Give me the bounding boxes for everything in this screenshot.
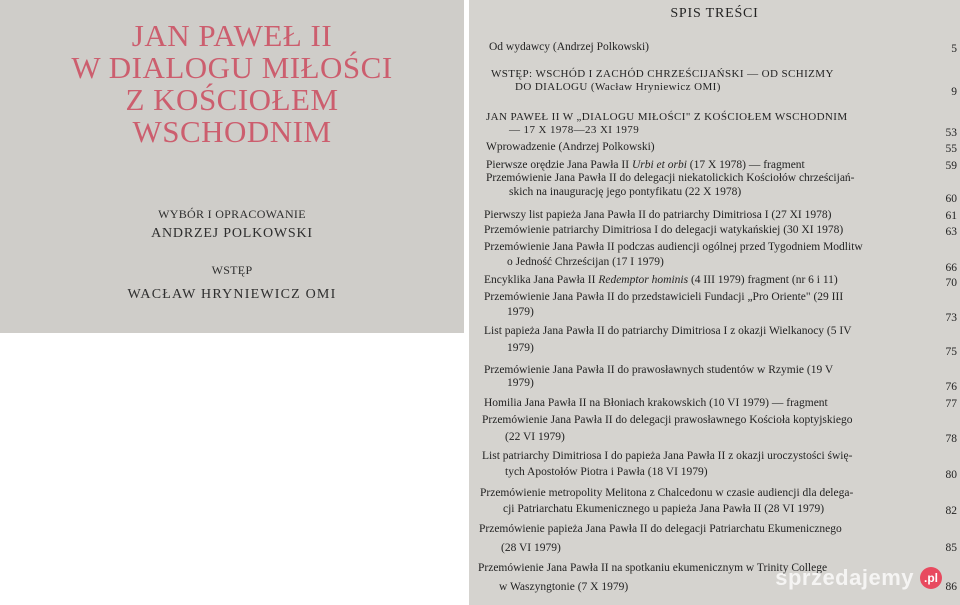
toc-entry-text: Encyklika Jana Pawła II [484, 274, 599, 286]
toc-entry-page: 70 [945, 277, 957, 289]
toc-entry-title-cont: tych Apostołów Piotra i Pawła (18 VI 1979) [505, 466, 708, 478]
toc-entry-title-cont: (28 VI 1979) [501, 542, 561, 554]
toc-entry-title: JAN PAWEŁ II W „DIALOGU MIŁOŚCI" Z KOŚCIOŁEM WSCHODNIM [486, 111, 848, 123]
watermark-text: sprzedajemy [775, 565, 914, 590]
toc-entry-title-cont: 1979) [507, 342, 534, 354]
toc-entry-title-cont: 1979) [507, 377, 534, 389]
toc-entry-title: Przemówienie Jana Pawła II do delegacji niekatolickich Kościołów chrześcijań- [486, 172, 855, 184]
toc-entry-page: 73 [945, 312, 957, 324]
toc-entry-page: 78 [945, 433, 957, 445]
toc-entry-title: Od wydawcy (Andrzej Polkowski) [489, 41, 650, 53]
toc-entry-page: 85 [945, 542, 957, 554]
toc-entry-title: Pierwszy list papieża Jana Pawła II do patriarchy Dimitriosa I (27 XI 1978) [484, 209, 832, 221]
toc-entry-title: Homilia Jana Pawła II na Błoniach krakowskich (10 VI 1979) — fragment [484, 397, 828, 409]
title-line: JAN PAWEŁ II [131, 18, 333, 53]
toc-entry-text: Pierwsze orędzie Jana Pawła II [486, 159, 632, 171]
toc-entry-title-cont: — 17 X 1978—23 XI 1979 [509, 124, 640, 136]
toc-entry-page: 9 [951, 86, 957, 98]
toc-entry-page: 82 [945, 505, 957, 517]
toc-entry-latin-title: Redemptor hominis [598, 274, 689, 286]
toc-entry-text: (4 III 1979) fragment (nr 6 i 11) [688, 274, 838, 286]
edited-label: WYBÓR I OPRACOWANIE [158, 207, 306, 221]
toc-entry-text: (17 X 1978) — fragment [686, 159, 805, 171]
toc-entry-title: Przemówienie Jana Pawła II do delegacji prawosławnego Kościoła koptyjskiego [482, 414, 853, 426]
toc-entry-title-cont: (22 VI 1979) [505, 431, 565, 443]
toc-entry-title: Przemówienie Jana Pawła II podczas audiencji ogólnej przed Tygodniem Modlitw [484, 241, 863, 253]
toc-entry-page: 66 [945, 262, 957, 274]
toc-entry-page: 55 [945, 143, 957, 155]
toc-entry-page: 77 [945, 398, 957, 410]
toc-entry-page: 80 [945, 469, 957, 481]
table-of-contents-page [469, 0, 960, 605]
toc-heading: SPIS TREŚCI [670, 6, 759, 21]
toc-entry-title: Przemówienie Jana Pawła II do przedstawicieli Fundacji „Pro Oriente" (29 III [484, 291, 844, 303]
watermark [775, 565, 942, 591]
intro-label: WSTĘP [211, 263, 253, 277]
toc-entry-title-cont: 1979) [507, 306, 534, 318]
editor-name: ANDRZEJ POLKOWSKI [151, 226, 313, 241]
toc-entry-page: 75 [945, 346, 957, 358]
book-title [0, 20, 464, 148]
toc-entry-title-cont: w Waszyngtonie (7 X 1979) [499, 581, 629, 593]
toc-entry-title: Wprowadzenie (Andrzej Polkowski) [486, 141, 655, 153]
title-line: W DIALOGU MIŁOŚCI [71, 50, 393, 85]
toc-entry-page: 86 [945, 581, 957, 593]
toc-entry-title-cont: o Jedność Chrześcijan (17 I 1979) [507, 256, 664, 268]
toc-entry-title: Przemówienie Jana Pawła II do prawosławnych studentów w Rzymie (19 V [484, 364, 834, 376]
toc-entry-title: Przemówienie papieża Jana Pawła II do delegacji Patriarchatu Ekumenicznego [479, 523, 842, 535]
toc-entry-page: 60 [945, 193, 957, 205]
toc-entry-latin-title: Urbi et orbi [631, 159, 687, 171]
toc-entry-title: List papieża Jana Pawła II do patriarchy Dimitriosa I z okazji Wielkanocy (5 IV [484, 325, 852, 337]
toc-entry-page: 76 [945, 381, 957, 393]
toc-entry-title [486, 159, 805, 172]
watermark-badge-icon: .pl [920, 567, 942, 589]
toc-entry-title-cont: skich na inaugurację jego pontyfikatu (22 X 1978) [509, 186, 742, 198]
title-line: WSCHODNIM [132, 114, 332, 149]
toc-entry-title [484, 274, 838, 287]
toc-entry-title: List patriarchy Dimitriosa I do papieża Jana Pawła II z okazji uroczystości świę- [482, 450, 853, 462]
title-line: Z KOŚCIOŁEM [125, 82, 339, 117]
toc-entry-title: Przemówienie Jana Pawła II na spotkaniu ekumenicznym w Trinity College [478, 562, 828, 574]
toc-entry-title: Przemówienie metropolity Melitona z Chalcedonu w czasie audiencji dla delega- [480, 487, 854, 499]
toc-entry-page: 61 [945, 210, 957, 222]
toc-entry-title: WSTĘP: WSCHÓD I ZACHÓD CHRZEŚCIJAŃSKI — OD SCHIZMY [491, 68, 834, 80]
toc-entry-page: 59 [945, 160, 957, 172]
toc-entry-page: 5 [951, 43, 957, 55]
toc-entry-page: 63 [945, 226, 957, 238]
intro-author: WACŁAW HRYNIEWICZ OMI [127, 287, 337, 302]
toc-entry-page: 53 [945, 127, 957, 139]
title-page [0, 0, 464, 333]
toc-entry-title-cont: DO DIALOGU (Wacław Hryniewicz OMI) [515, 81, 721, 93]
toc-entry-title: Przemówienie patriarchy Dimitriosa I do delegacji watykańskiej (30 XI 1978) [484, 224, 844, 236]
toc-entry-title-cont: cji Patriarchatu Ekumenicznego u papieża Jana Pawła II (28 VI 1979) [503, 503, 825, 515]
